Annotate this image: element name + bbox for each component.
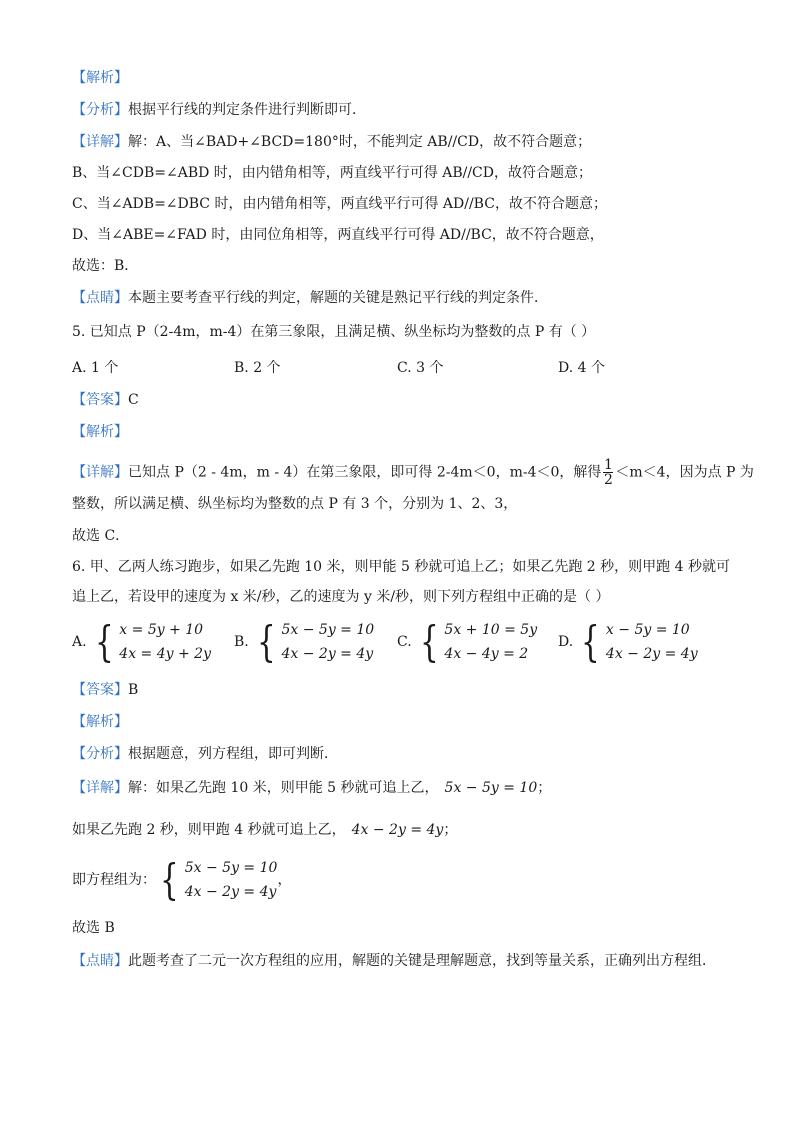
option-b-explain: B、当∠CDB=∠ABD 时，由内错角相等，两直线平行可得 AB//CD，故符合题意； (72, 165, 592, 181)
analysis-heading-5: 【解析】 (72, 424, 128, 440)
fraction-one-half: $\frac{1}{2}$ (603, 457, 613, 488)
xiangjie-5-line-2: 整数，所以满足横、纵坐标均为整数的点 P 有 3 个，分别为 1、2、3， (72, 496, 518, 512)
q6-option-d: D. { x − 5y = 10 4x − 2y = 4y (558, 617, 698, 666)
analysis-heading-1: 【解析】 (72, 70, 128, 86)
answer-6: 【答案】B (72, 682, 139, 698)
fenxi-line-1: 【分析】根据平行线的判定条件进行判断即可． (72, 102, 366, 118)
dianjing-line-6: 【点睛】此题考查了二元一次方程组的应用，解题的关键是理解题意，找到等量关系，正确列出方程组． (72, 953, 716, 969)
analysis-heading-6: 【解析】 (72, 714, 128, 730)
q6-option-b: B. { 5x − 5y = 10 4x − 2y = 4y (234, 617, 375, 666)
xiangjie-line-5: 【详解】已知点 P（2 - 4m，m - 4）在第三象限，即可得 2-4m＜0，m-4＜0，解得 $\frac{1}{2}$ ＜m＜4，因为点 P 为 (72, 457, 754, 488)
question-6-line-1: 6. 甲、乙两人练习跑步，如果乙先跑 10 米，则甲能 5 秒就可追上乙；如果乙先跑 2 秒，则甲跑 4 秒就可 (72, 559, 730, 575)
xiangjie-6-line-2: 如果乙先跑 2 秒，则甲跑 4 秒就可追上乙， 4x − 2y = 4y； (72, 822, 458, 838)
equation-system-line: 即方程组为： { 5x − 5y = 10 4x − 2y = 4y ， (72, 855, 292, 904)
option-d-explain: D、当∠ABE=∠FAD 时，由同位角相等，两直线平行可得 AD//BC，故不符合题意， (72, 227, 604, 243)
answer-5: 【答案】C (72, 392, 139, 408)
q5-option-b: B. 2 个 (234, 360, 281, 376)
q6-option-a: A. { x = 5y + 10 4x = 4y + 2y (72, 617, 211, 666)
q6-option-c: C. { 5x + 10 = 5y 4x − 4y = 2 (397, 617, 538, 666)
question-5: 5. 已知点 P（2-4m，m-4）在第三象限，且满足横、纵坐标均为整数的点 P 有（ ） (72, 324, 596, 340)
option-c-explain: C、当∠ADB=∠DBC 时，由内错角相等，两直线平行可得 AD//BC，故不符合题意； (72, 196, 607, 212)
choose-c: 故选 C． (72, 528, 130, 544)
choose-b-1: 故选：B． (72, 258, 139, 274)
choose-b-2: 故选 B (72, 920, 115, 936)
xiangjie-line-6: 【详解】解：如果乙先跑 10 米，则甲能 5 秒就可追上乙， 5x − 5y = 10； (72, 780, 552, 796)
q5-option-a: A. 1 个 (72, 360, 119, 376)
fenxi-line-6: 【分析】根据题意，列方程组，即可判断． (72, 746, 338, 762)
xiangjie-line-1: 【详解】解：A、当∠BAD+∠BCD=180°时，不能判定 AB//CD，故不符合题意； (72, 134, 592, 150)
q5-option-d: D. 4 个 (558, 360, 605, 376)
dianjing-line-1: 【点睛】本题主要考查平行线的判定，解题的关键是熟记平行线的判定条件． (72, 290, 548, 306)
q5-option-c: C. 3 个 (397, 360, 444, 376)
question-6-line-2: 追上乙，若设甲的速度为 x 米/秒，乙的速度为 y 米/秒，则下列方程组中正确的是（ ） (72, 589, 610, 605)
